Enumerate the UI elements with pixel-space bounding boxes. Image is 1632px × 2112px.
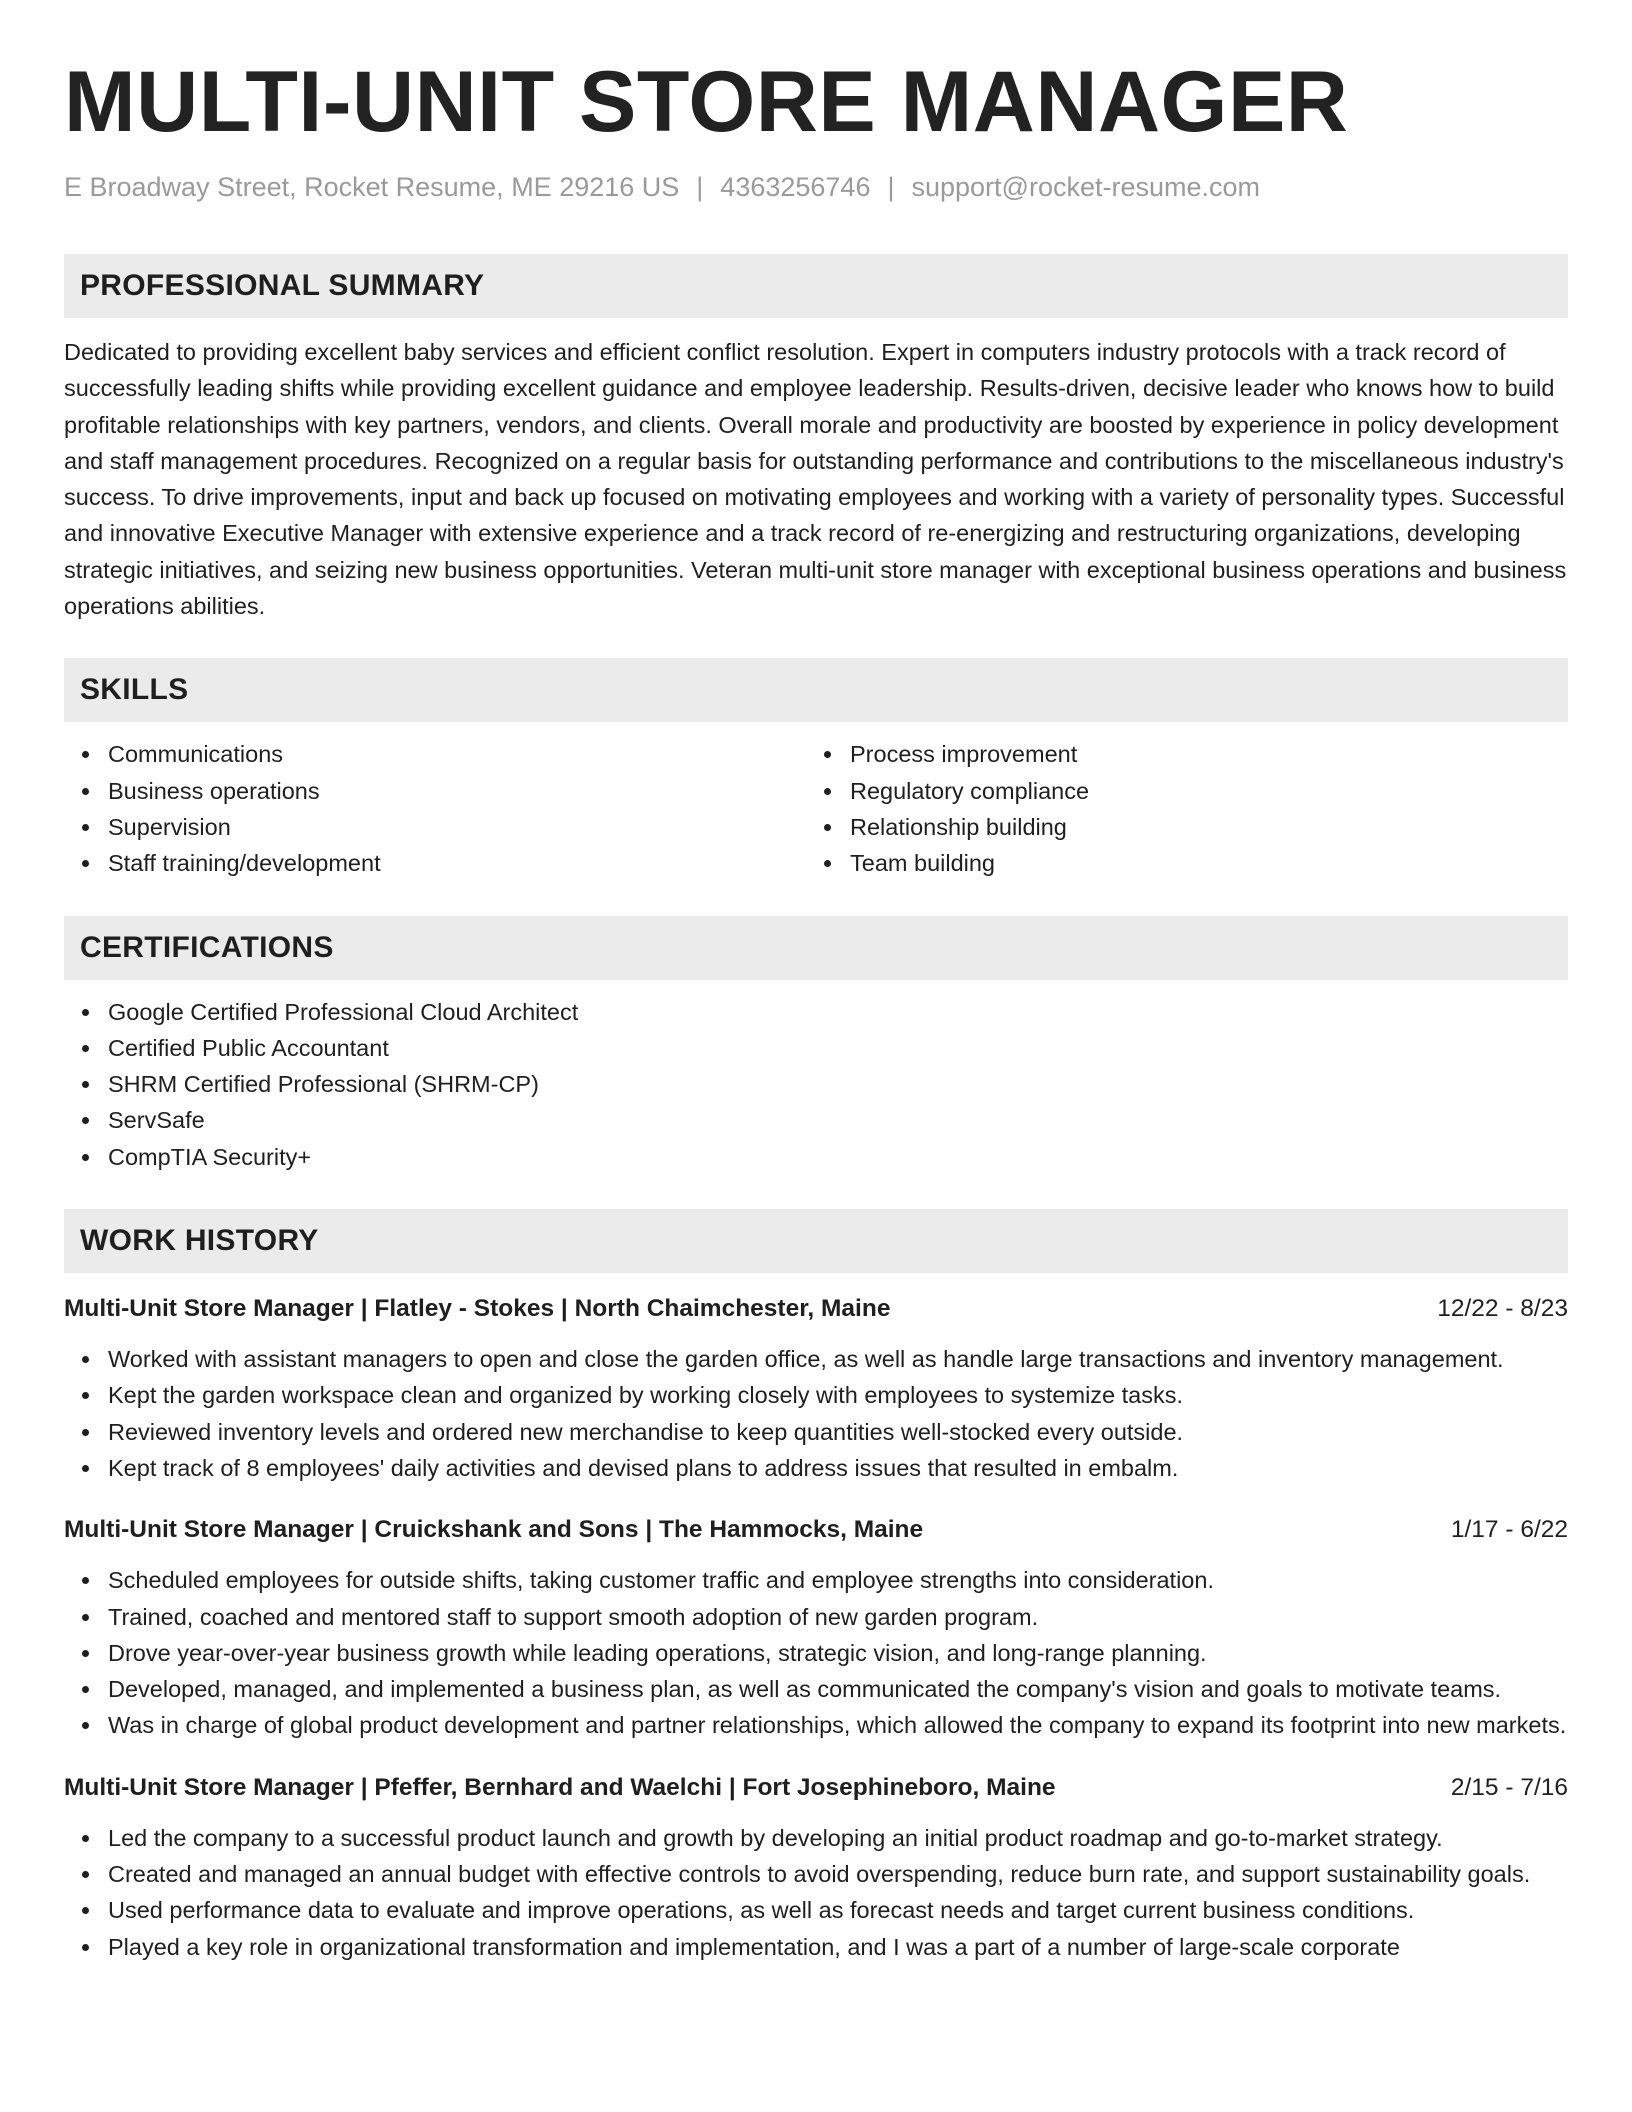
skill-item: Relationship building <box>850 809 1568 845</box>
job-duties-list <box>64 1562 1568 1743</box>
section-title: WORK HISTORY <box>80 1224 319 1258</box>
contact-email: support@rocket-resume.com <box>911 172 1261 202</box>
job-header <box>64 1770 1568 1806</box>
section-title: SKILLS <box>80 673 189 707</box>
job-dates: 1/17 - 6/22 <box>1450 1516 1568 1544</box>
contact-separator: | <box>887 172 895 202</box>
job-duties-list <box>64 1341 1568 1486</box>
section-title: CERTIFICATIONS <box>80 930 334 964</box>
job-header <box>64 1512 1568 1548</box>
certification-item: SHRM Certified Professional (SHRM-CP) <box>108 1066 1568 1102</box>
job-duty: Kept track of 8 employees' daily activities and devised plans to address issues that resulted in embalm. <box>108 1450 1568 1486</box>
skill-item: Process improvement <box>850 736 1568 772</box>
section-header-skills <box>64 658 1568 722</box>
job-title: Multi-Unit Store Manager | Cruickshank and Sons | The Hammocks, Maine <box>64 1516 924 1544</box>
contact-phone: 4363256746 <box>720 172 871 202</box>
job-title: Multi-Unit Store Manager | Pfeffer, Bernhard and Waelchi | Fort Josephineboro, Maine <box>64 1773 1056 1801</box>
job-header <box>64 1291 1568 1327</box>
job-dates: 12/22 - 8/23 <box>1437 1295 1568 1323</box>
skill-item: Communications <box>108 736 806 772</box>
job-duty: Played a key role in organizational transformation and implementation, and I was a part of a number of large-scale corporate <box>108 1929 1568 1965</box>
skill-item: Business operations <box>108 773 806 809</box>
contact-address: E Broadway Street, Rocket Resume, ME 29216 US <box>64 172 680 202</box>
job-duty: Led the company to a successful product launch and growth by developing an initial product roadmap and go-to-market strategy. <box>108 1820 1568 1856</box>
job-duty: Kept the garden workspace clean and organized by working closely with employees to systemize tasks. <box>108 1377 1568 1413</box>
section-header-work-history <box>64 1209 1568 1273</box>
job-duties-list <box>64 1820 1568 1965</box>
job-duty: Trained, coached and mentored staff to support smooth adoption of new garden program. <box>108 1599 1568 1635</box>
job-dates: 2/15 - 7/16 <box>1450 1773 1568 1801</box>
job-duty: Worked with assistant managers to open and close the garden office, as well as handle large transactions and inventory management. <box>108 1341 1568 1377</box>
skills-list-left <box>64 736 806 881</box>
job-duty: Was in charge of global product development and partner relationships, which allowed the company to expand its footprint into new markets. <box>108 1707 1568 1743</box>
section-header-summary <box>64 254 1568 318</box>
job-duty: Developed, managed, and implemented a business plan, as well as communicated the company's vision and goals to motivate teams. <box>108 1671 1568 1707</box>
skills-grid <box>64 722 1568 881</box>
contact-separator: | <box>696 172 704 202</box>
section-title: PROFESSIONAL SUMMARY <box>80 269 485 302</box>
resume-title: MULTI-UNIT STORE MANAGER <box>64 54 1349 150</box>
certifications-list <box>64 994 1568 1175</box>
contact-line <box>64 170 1568 204</box>
job-duty: Used performance data to evaluate and improve operations, as well as forecast needs and target current business conditions. <box>108 1892 1568 1928</box>
job-title: Multi-Unit Store Manager | Flatley - Stokes | North Chaimchester, Maine <box>64 1295 891 1323</box>
skill-item: Team building <box>850 845 1568 881</box>
certification-item: ServSafe <box>108 1102 1568 1138</box>
section-header-certifications <box>64 916 1568 980</box>
job-duty: Reviewed inventory levels and ordered new merchandise to keep quantities well-stocked every outside. <box>108 1414 1568 1450</box>
skill-item: Supervision <box>108 809 806 845</box>
summary-paragraph: Dedicated to providing excellent baby services and efficient conflict resolution. Expert in computers industry protocols with a track record of successfully leading shifts while providing excellent guidance and employee leadership. Results-driven, decisive leader who knows how to build profitable relationships with key partners, vendors, and clients. Overall morale and productivity are boosted by experience in policy development and staff management procedures. Recognized on a regular basis for outstanding performance and contributions to the miscellaneous industry's success. To drive improvements, input and back up focused on motivating employees and working with a variety of personality types. Successful and innovative Executive Manager with extensive experience and a track record of re-energizing and restructuring organizations, developing strategic initiatives, and seizing new business opportunities. Veteran multi-unit store manager with exceptional business operations and business operations abilities. <box>64 339 1567 620</box>
job-duty: Created and managed an annual budget with effective controls to avoid overspending, reduce burn rate, and support sustainability goals. <box>108 1856 1568 1892</box>
skill-item: Regulatory compliance <box>850 773 1568 809</box>
job-duty: Drove year-over-year business growth while leading operations, strategic vision, and long-range planning. <box>108 1635 1568 1671</box>
skill-item: Staff training/development <box>108 845 806 881</box>
certification-item: CompTIA Security+ <box>108 1139 1568 1175</box>
job-entry <box>64 1770 1568 1965</box>
certification-item: Certified Public Accountant <box>108 1030 1568 1066</box>
skills-list-right <box>806 736 1568 881</box>
job-duty: Scheduled employees for outside shifts, taking customer traffic and employee strengths into consideration. <box>108 1562 1568 1598</box>
certification-item: Google Certified Professional Cloud Architect <box>108 994 1568 1030</box>
job-entry <box>64 1291 1568 1486</box>
job-entry <box>64 1512 1568 1743</box>
